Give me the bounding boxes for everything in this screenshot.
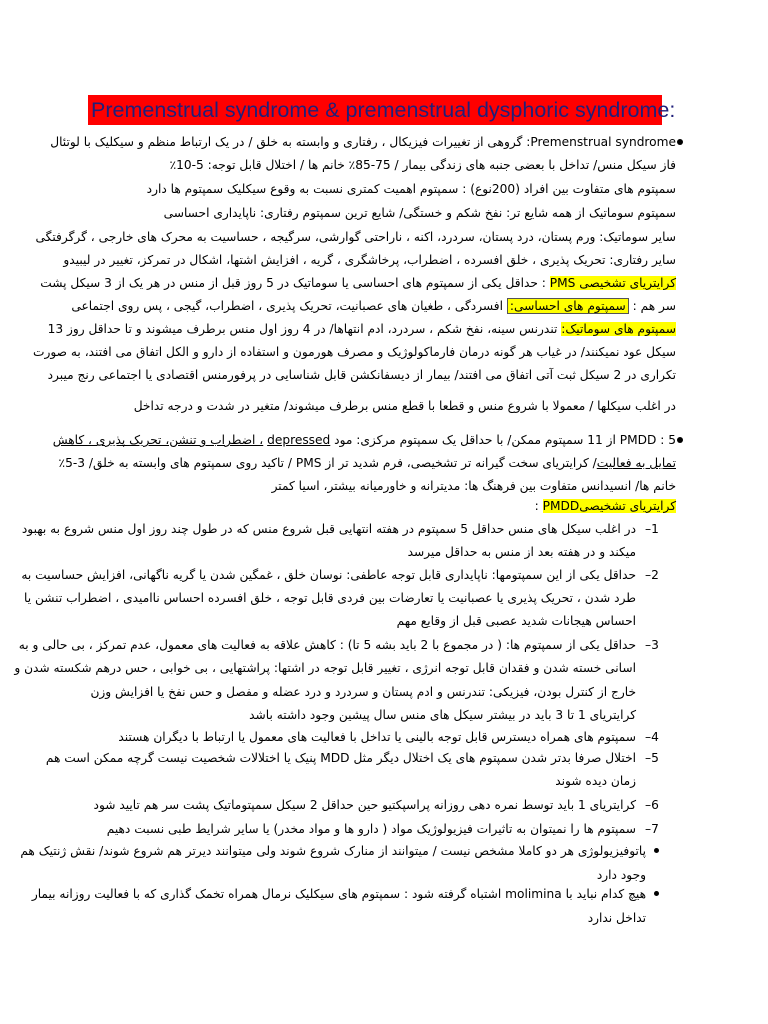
pmdd-l2-text: / کرایتریای سخت گیرانه تر تشخیصی، فرم شدید تر از PMS / تاکید روی سمپتوم های وابسته به خلق/ 3-5٪ xyxy=(58,456,597,470)
pms-term: Premenstrual syndrome xyxy=(530,135,676,149)
pmdd-line-3: خانم ها/ انسیدانس متفاوت بین فرهنگ ها: مدیترانه و خاورمیانه بیشتر، اسیا کمتر xyxy=(271,479,676,493)
pms-definition: : گروهی از تغییرات فیزیکال ، رفتاری و وابسته به خلق / در یک ارتباط منظم و سیکلیک با لوتئال xyxy=(50,135,531,149)
pms-line-11: تکراری در 2 سیکل ثبت آتی اتفاق می افتند/ بیمار از دیسفانکشن قابل شناسایی در پرفورمنس اقتصادی یا اجتماعی رنج میبرد xyxy=(47,368,676,382)
pms-line-3: سمپتوم های متفاوت بین افراد (200نوع) : سمپتوم اهمیت کمتری نسبت به وقوع سیکلیک سمپتوم ها دارد xyxy=(146,182,676,196)
pms-somatic-text: تندرنس سینه، نفخ شکم ، سردرد، ادم انتهاها/ در 4 روز اول منس برطرف میشوند و تا حداقل روز 13 xyxy=(47,322,558,336)
criterion-line: حداقل یکی از سمپتوم ها: ( در مجموع با 2 باید بشه 5 تا) : کاهش علاقه به فعالیت های معمول، عدم تمرکز ، بی حالی و به xyxy=(18,638,636,652)
pms-somatic-highlight: سمپتوم های سوماتیک: xyxy=(561,322,676,336)
pms-line-6: سایر رفتاری: تحریک پذیری ، خلق افسرده ، اضطراب، پرخاشگری ، گریه ، افزایش اشتها، اشکال در تمرکز، تغییر در لیبیدو xyxy=(63,253,676,267)
pms-line-5: سایر سوماتیک: ورم پستان، درد پستان، سردرد، اکنه ، ناراحتی گوارشی، سرگیجه ، حساسیت به محرک های خارجی ، گرگرفتگی xyxy=(35,230,676,244)
criterion-line: خارج از کنترل بودن، فیزیکی: تندرنس و ادم پستان و سردرد و درد عضله و مفصل و حس نفخ یا افزایش وزن xyxy=(90,685,636,699)
criterion-line: احساس هیجانات شدید عصبی قبل از وقایع مهم xyxy=(396,614,636,628)
extra-line: پاتوفیزیولوژی هر دو کاملا مشخص نیست / میتوانند از منارک شروع شوند ولی میتوانند دیرتر هم شروع شوند/ نقش ژنتیک هم xyxy=(20,844,646,858)
pms-line-2: فاز سیکل منس/ تداخل با بعضی جنبه های زندگی بیمار / 75-85٪ خانم ها / اختلال قابل توجه: 5-10٪ xyxy=(169,158,676,172)
pms-line-8 xyxy=(71,297,676,315)
pms-emotional-text: افسردگی ، طغیان های عصبانیت، تحریک پذیری ، اضطراب، گیجی ، پس روی اجتماعی xyxy=(71,299,504,313)
extra-line: تداخل ندارد xyxy=(587,911,646,925)
pmdd-intro: PMDD : 5 از 11 سمپتوم ممکن/ با حداقل یک سمپتوم مرکزی: مود xyxy=(334,433,676,447)
pmdd-core-symptoms: ، اضطراب و تنشن، تحریک پذیری ، کاهش xyxy=(52,433,264,447)
pms-criteria-text: : حداقل یکی از سمپتوم های احساسی یا سوماتیک در 5 روز قبل از منس در هر یک از 3 سیکل پشت xyxy=(40,276,546,290)
criterion-line: اختلال صرفا بدتر شدن سمپتوم های یک اختلال دیگر مثل MDD پنیک یا اختلالات شخصیت نیست گرچه ممکن است هم xyxy=(45,751,636,765)
criterion-line: میکند و در هفته بعد از منس به حداقل میرسد xyxy=(407,545,636,559)
pms-line-9 xyxy=(47,320,676,338)
pmdd-activity: تمایل به فعالیت xyxy=(596,456,676,470)
bullet-extra xyxy=(654,848,659,853)
criterion-number: –3 xyxy=(645,638,659,652)
page-title: Premenstrual syndrome & premenstrual dysphoric syndrome: xyxy=(88,95,662,125)
pms-l8-prefix: سر هم : xyxy=(632,299,676,313)
pms-criteria-highlight: کرایتریای تشخیصی PMS xyxy=(549,276,676,290)
pms-line-7 xyxy=(40,274,676,292)
criterion-line: در اغلب سیکل های منس حداقل 5 سمپتوم در هفته انتهایی قبل شروع منس که در طول چند روز اول منس شروع به بهبود xyxy=(21,522,636,536)
pmdd-line-4 xyxy=(86,497,676,515)
bullet-extra xyxy=(654,891,659,896)
criterion-line: سمپتوم های همراه دیسترس قابل توجه بالینی یا تداخل با فعالیت های معمول یا ارتباط با دیگران هستند xyxy=(118,730,636,744)
extra-line: هیچ کدام نباید با molimina اشتباه گرفته شود : سمپتوم های سیکلیک نرمال همراه تخمک گذاری که با فعالیت روزانه بیمار xyxy=(31,887,646,901)
criterion-number: –4 xyxy=(645,730,659,744)
pms-line-12: در اغلب سیکلها / معمولا با شروع منس و قطعا با قطع منس برطرف میشوند/ متغیر در شدت و درجه تداخل xyxy=(133,399,676,413)
criterion-number: –2 xyxy=(645,568,659,582)
pmdd-criteria-highlight: کرایتریای تشخیصیPMDD xyxy=(542,499,676,513)
pms-line-10: سیکل عود نمیکنند/ در غیاب هر گونه درمان فارماکولوژیک و مصرف هورمون و استفاده از دارو و الکل اتفاق می افتند، به صورت xyxy=(33,345,676,359)
criterion-line: کرایتریای 1 باید توسط نمره دهی روزانه پراسپکتیو حین حداقل 2 سیکل سمپتوماتیک پشت سر هم تایید شود xyxy=(93,798,636,812)
criterion-line: حداقل یکی از این سمپتومها: ناپایداری قابل توجه عاطفی: نوسان خلق ، غمگین شدن یا گریه ناگهانی، افزایش حساسیت به xyxy=(21,568,636,582)
pmdd-line-2 xyxy=(58,454,676,472)
extra-line: وجود دارد xyxy=(596,868,646,882)
criterion-line: طرد شدن ، تحریک پذیری یا عصبانیت یا تعارضات بین فردی قابل توجه ، خلق افسرده احساس ناامیدی ، اضطراب تنشن یا xyxy=(24,591,636,605)
pms-line-4: سمپتوم سوماتیک از همه شایع تر: نفخ شکم و خستگی/ شایع ترین سمپتوم رفتاری: ناپایداری احساسی xyxy=(163,206,676,220)
criterion-number: –5 xyxy=(645,751,659,765)
pms-emotional-highlight: سمپتوم های احساسی: xyxy=(507,298,629,314)
criterion-number: –1 xyxy=(645,522,659,536)
criterion-line: اسانی خسته شدن و فقدان قابل توجه انرژی ، تغییر قابل توجه در اشتها: پراشتهایی ، بی خوابی ، حس درهم شکسته شدن و xyxy=(14,661,636,675)
pmdd-line-1 xyxy=(52,431,676,449)
criterion-line: سمپتوم ها را نمیتوان به تاثیرات فیزیولوژیک مواد ( دارو ها و مواد مخدر) یا سایر شرایط طبی نسبت دهیم xyxy=(106,822,636,836)
bullet-pmdd xyxy=(677,437,683,443)
criterion-line: زمان دیده شوند xyxy=(555,774,636,788)
pmdd-criteria-colon: : xyxy=(534,499,539,513)
criterion-number: –6 xyxy=(645,798,659,812)
criterion-number: –7 xyxy=(645,822,659,836)
pmdd-depressed: depressed xyxy=(267,433,331,447)
criterion-line: کرایتریای 1 تا 3 باید در بیشتر سیکل های منس سال پیشین وجود داشته باشد xyxy=(249,708,636,722)
bullet-pms xyxy=(677,139,683,145)
pms-line-1 xyxy=(50,133,676,151)
